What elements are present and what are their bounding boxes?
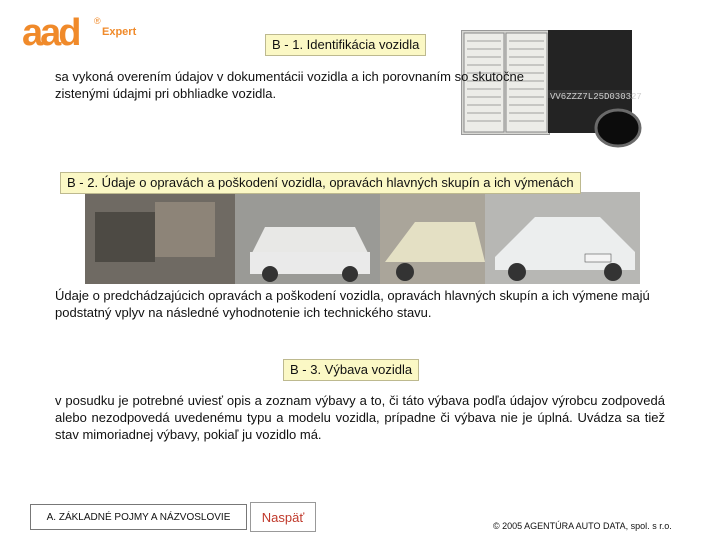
vin-number: VV6ZZZ7L25D030327 (550, 92, 642, 102)
section-header-repairs-text: B - 2. Údaje o opravách a poškodení vozidla, opravách hlavných skupín a ich výmenách (67, 175, 574, 190)
logo-text: aad (22, 12, 79, 54)
logo-suffix: Expert (102, 26, 137, 38)
back-button-label: Naspäť (261, 509, 305, 525)
section-text-repairs: Údaje o predchádzajúcich opravách a poškodení vozidla, opravách hlavných skupín a ich výmene majú podstatný vplyv na následné vyhodnotenie ich technického stavu. (55, 288, 650, 320)
aad-logo (22, 14, 152, 54)
copyright-text: © 2005 AGENTÚRA AUTO DATA, spol. s r.o. (493, 521, 672, 531)
repair-photos-icon (85, 192, 640, 284)
section-header-identification (265, 34, 426, 56)
section-text-identification: sa vykoná overením údajov v dokumentácii vozidla a ich porovnaním so skutočne zistenými údajmi pri obhliadke vozidla. (55, 69, 524, 101)
nav-basic-terms-button[interactable] (30, 504, 247, 530)
logo-registered-mark: ® (94, 16, 101, 26)
section-text-equipment: v posudku je potrebné uviesť opis a zoznam výbavy a to, či táto výbava podľa údajov výrobcu zodpovedá alebo nezodpovedá uvedenému typu a modelu vozidla, prípadne či výbava nie je úplná. Uvádza sa tiež stav mimoriadnej výbavy, pokiaľ ju vozidlo má. (55, 393, 665, 442)
vin-photo (548, 30, 642, 133)
back-button[interactable] (250, 502, 316, 532)
section-header-identification-text: B - 1. Identifikácia vozidla (272, 37, 420, 52)
vin-plate-icon (548, 30, 632, 133)
repair-photos-strip (85, 192, 640, 284)
section-header-equipment (283, 359, 419, 381)
nav-basic-terms-label: A. ZÁKLADNÉ POJMY A NÁZVOSLOVIE (46, 511, 231, 523)
section-header-repairs (60, 172, 581, 194)
section-header-equipment-text: B - 3. Výbava vozidla (290, 362, 413, 377)
